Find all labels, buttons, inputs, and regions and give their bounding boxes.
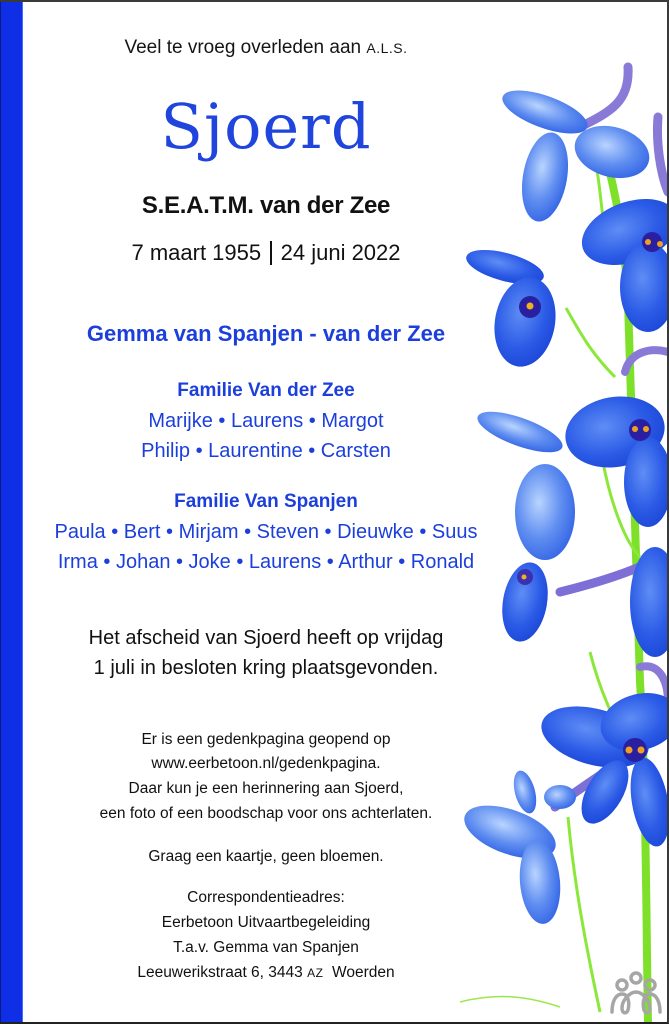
deceased-full-name: S.E.A.T.M. van der Zee <box>141 192 391 219</box>
memorial-page-text: Er is een gedenkpagina geopend op <box>141 731 391 748</box>
family-members-row: Paula • Bert • Mirjam • Steven • Dieuwke • Suus <box>54 521 478 543</box>
address-city: Woerden <box>332 964 395 981</box>
address-street: Leeuwerikstraat 6, 3443 <box>137 964 303 981</box>
family-heading-van-spanjen: Familie Van Spanjen <box>174 491 358 512</box>
family-heading-van-der-zee: Familie Van der Zee <box>177 380 355 401</box>
three-people-logo-icon <box>608 970 664 1016</box>
disease-abbreviation: A.L.S. <box>366 40 408 56</box>
notice-text-column <box>24 2 508 1024</box>
birth-date: 7 maart 1955 <box>131 240 262 265</box>
correspondence-organization: Eerbetoon Uitvaartbegeleiding <box>161 914 371 931</box>
intro-line <box>24 37 508 59</box>
cards-request: Graag een kaartje, geen bloemen. <box>148 848 384 865</box>
life-dates <box>24 240 508 266</box>
memorial-page-url: www.eerbetoon.nl/gedenkpagina. <box>151 755 381 772</box>
partner-name: Gemma van Spanjen - van der Zee <box>86 321 446 346</box>
deceased-first-name: Sjoerd <box>160 90 372 163</box>
blue-side-bar <box>0 2 23 1024</box>
family-members-row: Irma • Johan • Joke • Laurens • Arthur • Ronald <box>57 551 475 573</box>
family-members-row: Philip • Laurentine • Carsten <box>141 440 391 462</box>
family-members-row: Marijke • Laurens • Margot <box>148 410 384 432</box>
correspondence-label: Correspondentieadres: <box>187 889 345 906</box>
memorial-page-text: Daar kun je een herinnering aan Sjoerd, <box>128 780 404 797</box>
farewell-line: Het afscheid van Sjoerd heeft op vrijdag <box>88 627 444 649</box>
death-date: 24 juni 2022 <box>280 240 401 265</box>
farewell-line: 1 juli in besloten kring plaatsgevonden. <box>93 657 439 679</box>
correspondence-address <box>24 964 508 982</box>
correspondence-attention: T.a.v. Gemma van Spanjen <box>173 939 359 956</box>
address-postcode-letters: AZ <box>307 966 324 980</box>
memorial-page-text: een foto of een boodschap voor ons achterlaten. <box>99 805 433 822</box>
date-separator <box>270 241 272 265</box>
intro-text: Veel te vroeg overleden aan <box>124 37 362 58</box>
